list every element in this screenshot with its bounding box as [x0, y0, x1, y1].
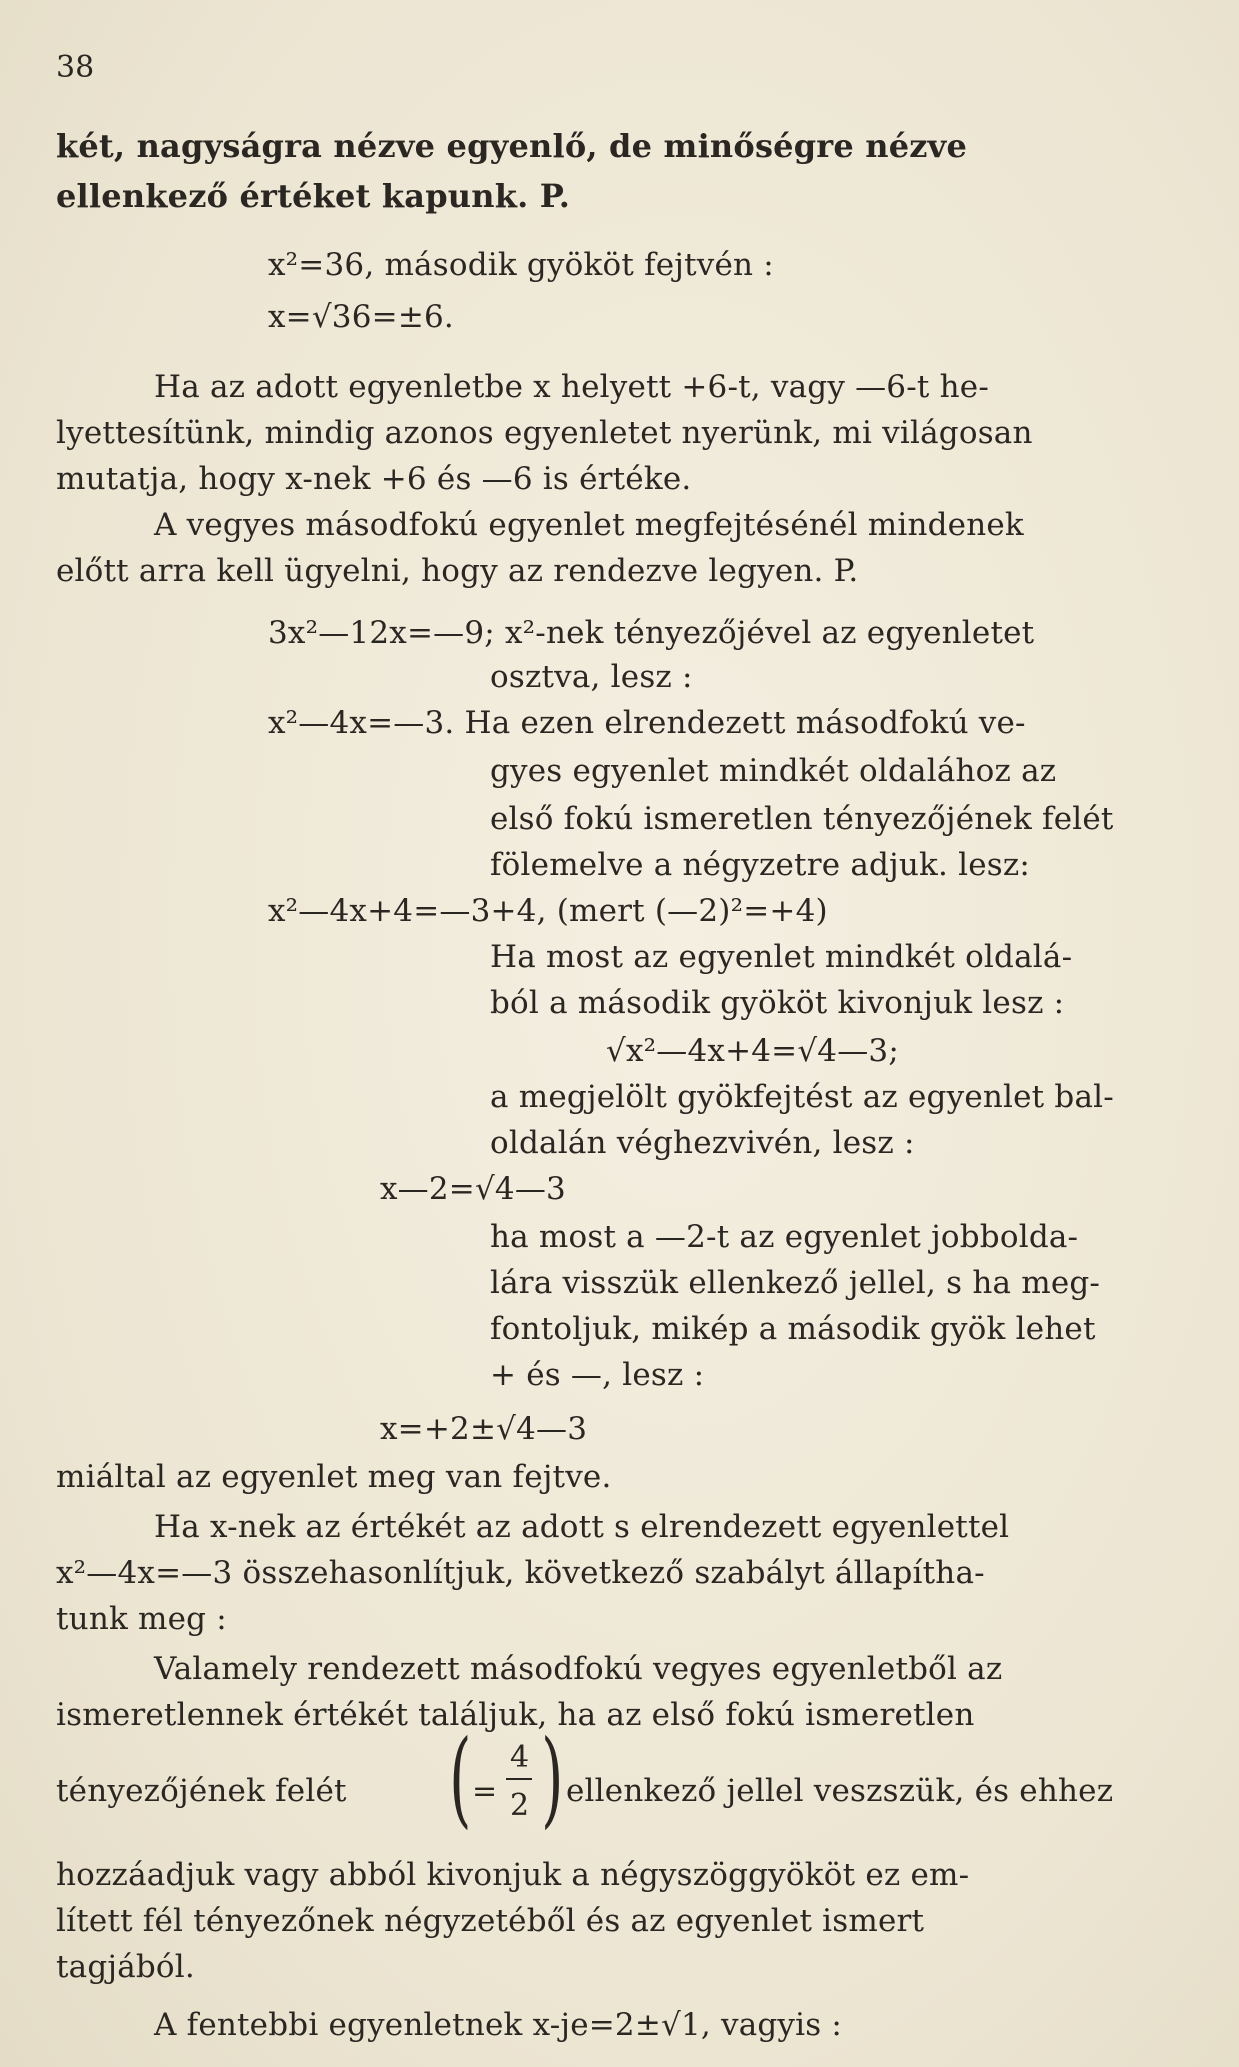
text-line: ból a második gyököt kivonjuk lesz : — [490, 985, 1065, 1021]
fraction-numerator: 4 — [510, 1740, 530, 1775]
equation-line: x²=36, második gyököt fejtvén : — [268, 247, 774, 283]
text-line: osztva, lesz : — [490, 659, 693, 695]
text-line: fontoljuk, mikép a második gyök lehet — [490, 1311, 1096, 1347]
text-line: + és —, lesz : — [490, 1357, 705, 1393]
text-line: gyes egyenlet mindkét oldalához az — [490, 753, 1057, 789]
fraction-sign: = — [472, 1774, 498, 1809]
text-line: A fentebbi egyenletnek x-je=2±√1, vagyis : — [154, 2007, 843, 2043]
equation-line: x²—4x=—3. Ha ezen elrendezett másodfokú ve- — [268, 705, 1026, 741]
text-line: ha most a —2-t az egyenlet jobbolda- — [490, 1219, 1079, 1255]
text-line: A vegyes másodfokú egyenlet megfejtésénél mindenek — [154, 507, 1024, 543]
text-line: két, nagyságra nézve egyenlő, de minőségre nézve — [56, 127, 968, 165]
fraction-half-coefficient — [449, 1717, 564, 1858]
equation-line: x—2=√4—3 — [380, 1171, 566, 1207]
text-line: Ha az adott egyenletbe x helyett +6-t, vagy —6-t he- — [154, 369, 990, 405]
text-line: lített fél tényezőnek négyzetéből és az egyenlet ismert — [56, 1903, 925, 1939]
text-line: ellenkező értéket kapunk. P. — [56, 177, 571, 215]
text-line: mutatja, hogy x-nek +6 és —6 is értéke. — [56, 461, 692, 497]
text-line: első fokú ismeretlen tényezőjének felét — [490, 801, 1114, 837]
fraction-bar — [506, 1778, 532, 1780]
page-number: 38 — [56, 50, 95, 85]
text-line: lára visszük ellenkező jellel, s ha meg- — [490, 1265, 1101, 1301]
equation-line: x=√36=±6. — [268, 299, 454, 335]
text-line: a megjelölt gyökfejtést az egyenlet bal- — [490, 1079, 1114, 1115]
text-line: tagjából. — [56, 1949, 195, 1985]
text-line: Ha most az egyenlet mindkét oldalá- — [490, 939, 1073, 975]
text-line: Valamely rendezett másodfokú vegyes egyenletből az — [154, 1651, 1003, 1687]
right-paren: ) — [541, 1717, 564, 1839]
text-line: ismeretlennek értékét találjuk, ha az első fokú ismeretlen — [56, 1697, 975, 1733]
text-line: miáltal az egyenlet meg van fejtve. — [56, 1459, 612, 1495]
text-line: hozzáadjuk vagy abból kivonjuk a négyszöggyököt ez em- — [56, 1857, 970, 1893]
text-line: oldalán véghezvivén, lesz : — [490, 1125, 915, 1161]
text-line: ellenkező jellel veszszük, és ehhez — [566, 1773, 1114, 1809]
equation-line: √x²—4x+4=√4—3; — [606, 1033, 899, 1069]
text-line: előtt arra kell ügyelni, hogy az rendezve legyen. P. — [56, 553, 859, 589]
text-line: tunk meg : — [56, 1601, 227, 1637]
text-line: fölemelve a négyzetre adjuk. lesz: — [490, 847, 1031, 883]
text-line: x²—4x=—3 összehasonlítjuk, következő szabályt állapítha- — [56, 1555, 985, 1591]
equation-line: 3x²—12x=—9; x²-nek tényezőjével az egyenletet — [268, 615, 1035, 651]
text-line: Ha x-nek az értékét az adott s elrendezett egyenlettel — [154, 1509, 1010, 1545]
text-line: tényezőjének felét — [56, 1773, 347, 1809]
equation-line: x²—4x+4=—3+4, (mert (—2)²=+4) — [268, 893, 828, 929]
fraction-denominator: 2 — [510, 1788, 530, 1823]
text-line: lyettesítünk, mindig azonos egyenletet nyerünk, mi világosan — [56, 415, 1033, 451]
equation-line: x=+2±√4—3 — [380, 1411, 588, 1447]
left-paren: ( — [449, 1717, 472, 1839]
